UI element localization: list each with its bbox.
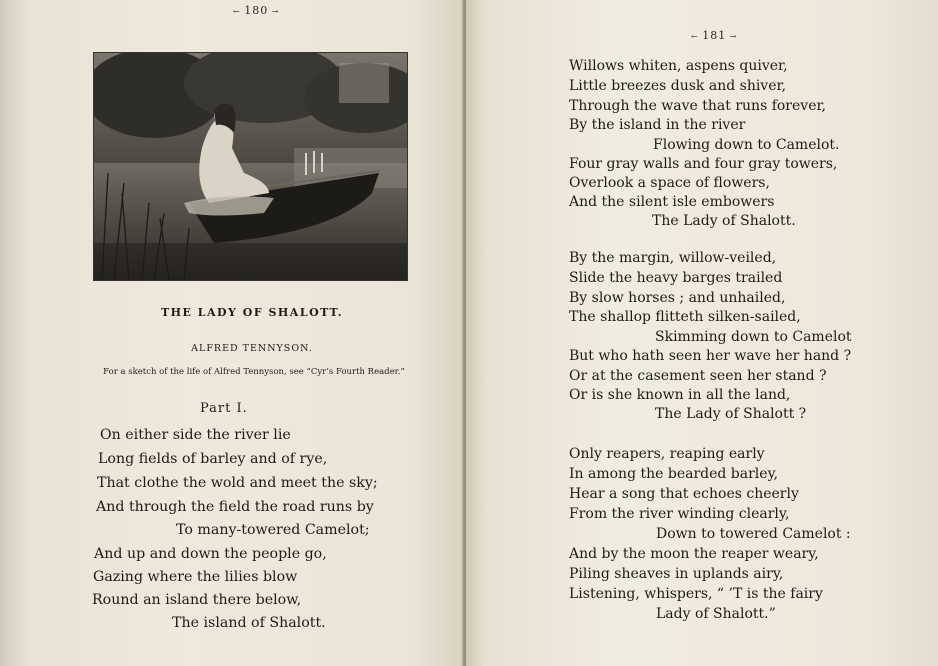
poem-line: Long fields of barley and of rye, xyxy=(98,451,328,467)
poem-line: From the river winding clearly, xyxy=(569,506,790,522)
poem-line: And through the field the road runs by xyxy=(96,499,374,515)
right-page xyxy=(466,0,938,666)
poem-line: And the silent isle embowers xyxy=(569,194,775,210)
poem-line: Through the wave that runs forever, xyxy=(569,98,827,114)
poem-line: Gazing where the lilies blow xyxy=(93,569,298,585)
poem-line: Overlook a space of flowers, xyxy=(569,175,770,191)
left-page xyxy=(0,0,466,666)
poem-line: Flowing down to Camelot. xyxy=(653,137,840,153)
poem-line: But who hath seen her wave her hand ? xyxy=(569,348,852,364)
poem-line: Little breezes dusk and shiver, xyxy=(569,78,787,94)
poem-line: Only reapers, reaping early xyxy=(569,446,765,462)
poem-line: The shallop flitteth silken-sailed, xyxy=(569,309,801,325)
poem-line: Piling sheaves in uplands airy, xyxy=(569,566,784,582)
poem-line: The Lady of Shalott. xyxy=(652,213,796,229)
illustration-lady-in-boat xyxy=(93,52,408,281)
poem-title: THE LADY OF SHALOTT. xyxy=(160,306,344,319)
poem-line: By the island in the river xyxy=(569,117,746,133)
poem-line: That clothe the wold and meet the sky; xyxy=(97,475,378,491)
poem-line: Slide the heavy barges trailed xyxy=(569,270,783,286)
poem-line: The island of Shalott. xyxy=(172,615,326,631)
sketch-note: For a sketch of the life of Alfred Tennyson, see “Cyr’s Fourth Reader.” xyxy=(103,367,405,377)
poem-line: Lady of Shalott.” xyxy=(656,606,776,622)
poem-line: Or at the casement seen her stand ? xyxy=(569,368,827,384)
poem-line: The Lady of Shalott ? xyxy=(655,406,807,422)
poem-line: By the margin, willow-veiled, xyxy=(569,250,777,266)
poem-line: Round an island there below, xyxy=(92,592,302,608)
poem-line: By slow horses ; and unhailed, xyxy=(569,290,786,306)
poem-line: Listening, whispers, “ ’T is the fairy xyxy=(569,586,823,602)
poem-line: Skimming down to Camelot xyxy=(655,329,852,345)
poem-line: Or is she known in all the land, xyxy=(569,387,791,403)
poem-line: And up and down the people go, xyxy=(94,546,327,562)
poem-line: To many-towered Camelot; xyxy=(176,522,370,538)
poem-line: Down to towered Camelot : xyxy=(656,526,851,542)
poem-line: On either side the river lie xyxy=(100,427,291,443)
page-number: ← 181 → xyxy=(691,29,738,42)
poem-line: Willows whiten, aspens quiver, xyxy=(569,58,788,74)
page-number: ← 180 → xyxy=(233,4,280,17)
poem-line: Four gray walls and four gray towers, xyxy=(569,156,838,172)
poem-line: In among the bearded barley, xyxy=(569,466,779,482)
part-heading: Part I. xyxy=(200,401,248,416)
poem-line: Hear a song that echoes cheerly xyxy=(569,486,799,502)
author-name: ALFRED TENNYSON. xyxy=(191,343,313,354)
poem-line: And by the moon the reaper weary, xyxy=(569,546,819,562)
